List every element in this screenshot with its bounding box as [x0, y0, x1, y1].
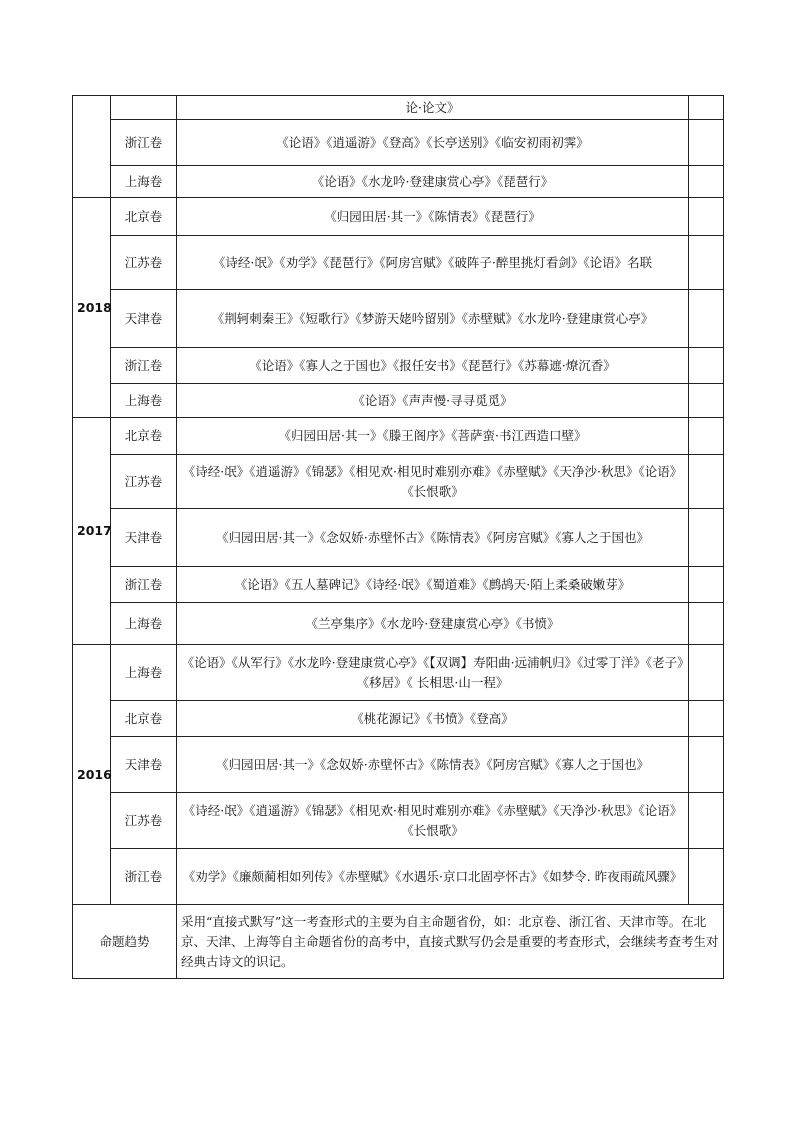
works-cell: 《论语》《从军行》《水龙吟·登建康赏心亭》《【双调】寿阳曲·远浦帆归》《过零丁洋》《老子》《移居》《 长相思·山一程》: [177, 645, 689, 701]
works-cell: 《桃花源记》《书愤》《登高》: [177, 701, 689, 737]
table-row: [73, 166, 724, 198]
blank-cell: [689, 567, 724, 603]
paper-cell: 北京卷: [111, 418, 177, 455]
table-row: [73, 645, 724, 701]
exam-table-body: [73, 96, 724, 979]
blank-cell: [689, 793, 724, 849]
works-cell: 《诗经·氓》《逍遥游》《锦瑟》《相见欢·相见时难别亦难》《赤壁赋》《天净沙·秋思》《论语》《长恨歌》: [177, 455, 689, 509]
works-cell: 《论语》《水龙吟·登建康赏心亭》《琵琶行》: [177, 166, 689, 198]
blank-cell: [689, 236, 724, 290]
table-row: [73, 509, 724, 567]
blank-cell: [689, 849, 724, 905]
table-row: [73, 418, 724, 455]
works-cell: 《归园田居·其一》《念奴娇·赤壁怀古》《陈情表》《阿房宫赋》《寡人之于国也》: [177, 737, 689, 793]
blank-cell: [689, 455, 724, 509]
table-row: [73, 348, 724, 384]
paper-cell: 浙江卷: [111, 849, 177, 905]
works-cell: 《归园田居·其一》《念奴娇·赤壁怀古》《陈情表》《阿房宫赋》《寡人之于国也》: [177, 509, 689, 567]
paper-cell: 浙江卷: [111, 348, 177, 384]
year-cell: 2016: [73, 645, 111, 905]
blank-cell: [689, 348, 724, 384]
year-cell: 2017: [73, 418, 111, 645]
table-row: [73, 384, 724, 418]
table-row: [73, 198, 724, 236]
table-row: [73, 96, 724, 120]
table-row: [73, 737, 724, 793]
table-row: [73, 701, 724, 737]
table-row: [73, 455, 724, 509]
trend-label: 命题趋势: [73, 905, 177, 979]
paper-cell: 江苏卷: [111, 793, 177, 849]
paper-cell: 上海卷: [111, 166, 177, 198]
blank-cell: [689, 384, 724, 418]
blank-cell: [689, 120, 724, 166]
blank-cell: [689, 198, 724, 236]
blank-cell: [689, 645, 724, 701]
table-row: [73, 603, 724, 645]
paper-cell: 浙江卷: [111, 567, 177, 603]
paper-cell: 天津卷: [111, 290, 177, 348]
paper-cell: 上海卷: [111, 645, 177, 701]
paper-cell: 天津卷: [111, 509, 177, 567]
blank-cell: [689, 701, 724, 737]
year-cell: [73, 96, 111, 198]
works-cell: 《论语》《逍遥游》《登高》《长亭送别》《临安初雨初霁》: [177, 120, 689, 166]
works-cell: 《荆轲刺秦王》《短歌行》《梦游天姥吟留别》《赤壁赋》《水龙吟·登建康赏心亭》: [177, 290, 689, 348]
trend-text: 采用“直接式默写”这一考查形式的主要为自主命题省份，如：北京卷、浙江省、天津市等。在北京、天津、上海等自主命题省份的高考中，直接式默写仍会是重要的考查形式，会继续考查考生对经典古诗文的识记。: [177, 905, 724, 979]
works-cell: 《劝学》《廉颇蔺相如列传》《赤壁赋》《水遇乐·京口北固亭怀古》《如梦令. 昨夜雨疏风骤》: [177, 849, 689, 905]
trend-row: [73, 905, 724, 979]
paper-cell: [111, 96, 177, 120]
blank-cell: [689, 96, 724, 120]
works-cell: 《论语》《寡人之于国也》《报任安书》《琵琶行》《苏幕遮·燎沉香》: [177, 348, 689, 384]
year-cell: 2018: [73, 198, 111, 418]
blank-cell: [689, 737, 724, 793]
blank-cell: [689, 418, 724, 455]
works-cell: 《诗经·氓》《逍遥游》《锦瑟》《相见欢·相见时难别亦难》《赤壁赋》《天净沙·秋思》《论语》《长恨歌》: [177, 793, 689, 849]
works-cell: 《论语》《声声慢·寻寻觅觅》: [177, 384, 689, 418]
paper-cell: 上海卷: [111, 603, 177, 645]
paper-cell: 江苏卷: [111, 236, 177, 290]
works-cell: 《归园田居·其一》《陈情表》《琵琶行》: [177, 198, 689, 236]
paper-cell: 浙江卷: [111, 120, 177, 166]
paper-cell: 上海卷: [111, 384, 177, 418]
paper-cell: 江苏卷: [111, 455, 177, 509]
blank-cell: [689, 166, 724, 198]
works-cell: 《归园田居·其一》《滕王阁序》《菩萨蛮·书江西造口壁》: [177, 418, 689, 455]
table-row: [73, 290, 724, 348]
works-cell: 《诗经·氓》《劝学》《琵琶行》《阿房宫赋》《破阵子·醉里挑灯看剑》《论语》名联: [177, 236, 689, 290]
table-row: [73, 849, 724, 905]
blank-cell: [689, 509, 724, 567]
paper-cell: 天津卷: [111, 737, 177, 793]
paper-cell: 北京卷: [111, 198, 177, 236]
works-cell: 论·论文》: [177, 96, 689, 120]
works-cell: 《论语》《五人墓碑记》《诗经·氓》《蜀道难》《鹧鸪天·陌上柔桑破嫩芽》: [177, 567, 689, 603]
works-cell: 《兰亭集序》《水龙吟·登建康赏心亭》《书愤》: [177, 603, 689, 645]
table-row: [73, 567, 724, 603]
table-row: [73, 236, 724, 290]
table-row: [73, 793, 724, 849]
blank-cell: [689, 290, 724, 348]
blank-cell: [689, 603, 724, 645]
paper-cell: 北京卷: [111, 701, 177, 737]
exam-table: [72, 95, 724, 979]
table-row: [73, 120, 724, 166]
